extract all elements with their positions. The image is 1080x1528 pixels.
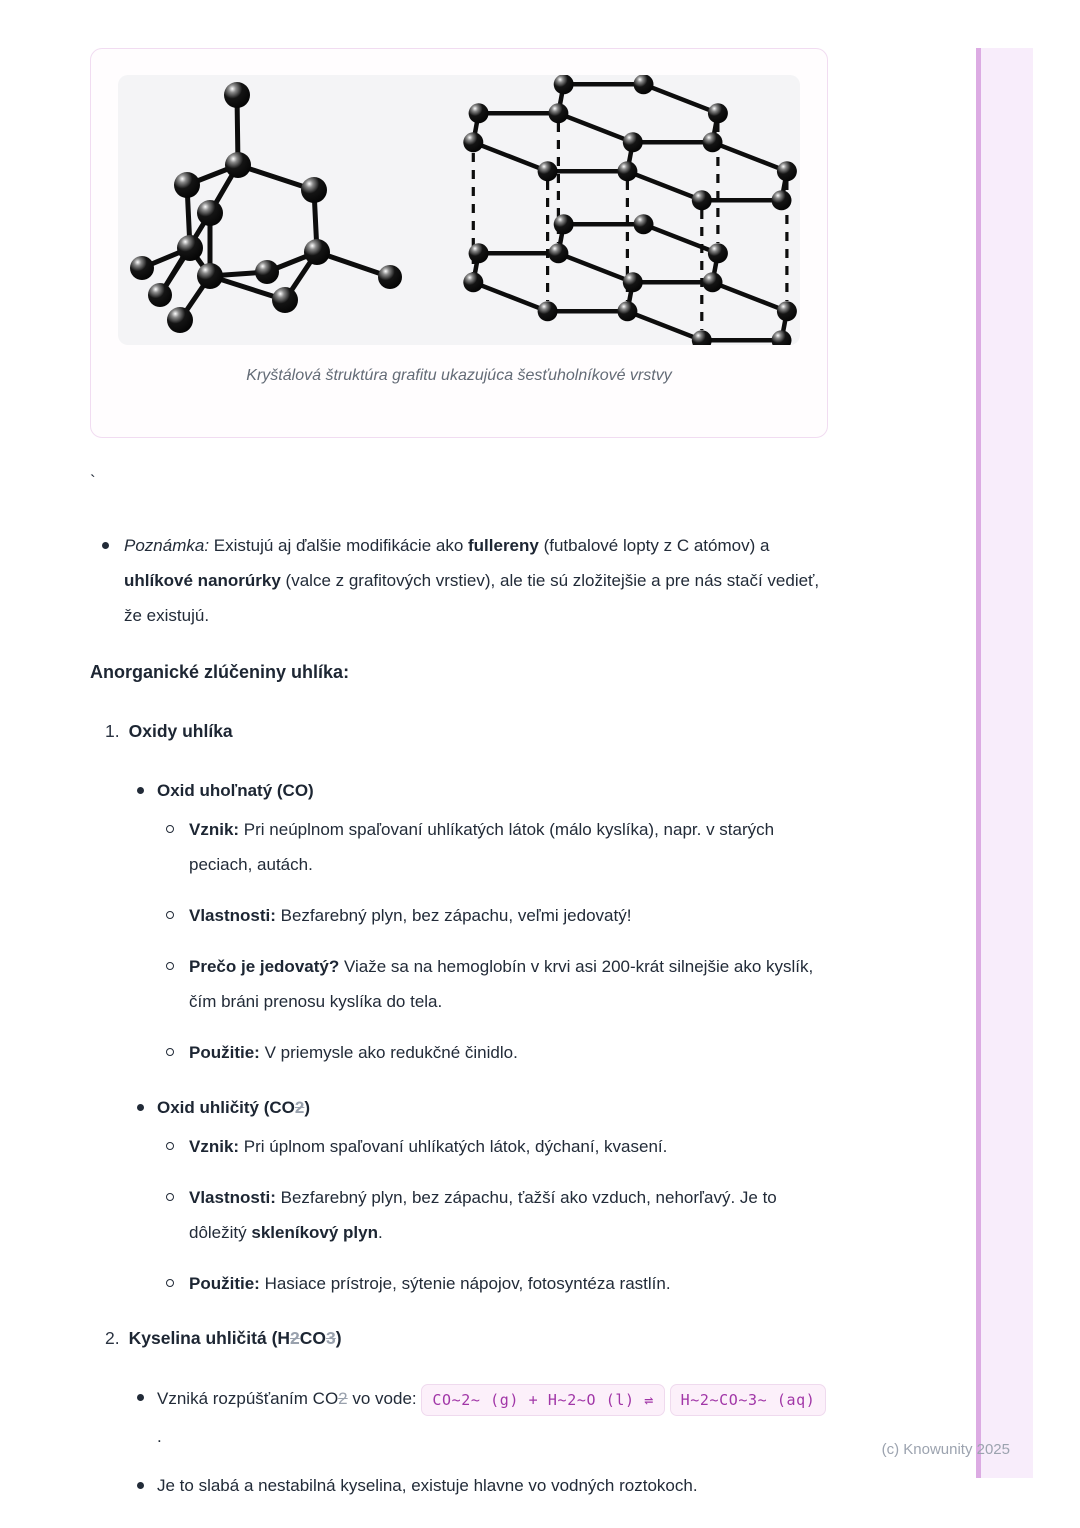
co2-title-post: ) — [304, 1098, 311, 1117]
acid-weak-item — [90, 1468, 830, 1503]
bullet-circle-icon — [166, 1193, 174, 1201]
acid-title-struck-digit-3: 3 — [326, 1328, 336, 1348]
acid-formation-text-2: vo vode: — [347, 1389, 422, 1408]
bullet-circle-icon — [166, 1142, 174, 1150]
note-text-2: (futbalové lopty z C atómov) a — [538, 536, 770, 555]
acid-title-struck-digit-2: 2 — [290, 1328, 300, 1348]
co-vlastnosti-label: Vlastnosti: — [189, 906, 276, 925]
co2-pouzitie-text: Hasiace prístroje, sýtenie nápojov, fotosyntéza rastlín. — [259, 1274, 671, 1293]
acid-formation-paragraph — [157, 1380, 830, 1456]
stray-backtick: ` — [90, 472, 96, 491]
bullet-circle-icon — [166, 825, 174, 833]
note-paragraph — [124, 528, 830, 633]
numbered-item-acid-number: 2. — [105, 1328, 120, 1348]
numbered-item-oxides-number: 1. — [105, 721, 120, 741]
co-vlastnosti-item — [90, 898, 830, 933]
co-preco-item — [90, 949, 830, 1019]
co-vznik-label: Vznik: — [189, 820, 240, 839]
crystal-structure-image — [118, 75, 800, 345]
section-heading: Anorganické zlúčeniny uhlíka: — [90, 662, 350, 682]
co2-greenhouse-term: skleníkový plyn — [251, 1223, 378, 1242]
right-margin-strip — [976, 48, 1033, 1478]
co2-pouzitie-label: Použitie: — [189, 1274, 260, 1293]
bullet-circle-icon — [166, 1279, 174, 1287]
numbered-item-oxides-title: Oxidy uhlíka — [128, 721, 233, 741]
note-term-fullereny: fullereny — [468, 536, 539, 555]
acid-title-p3: ) — [335, 1328, 342, 1348]
acid-weak-text: Je to slabá a nestabilná kyselina, existuje hlavne vo vodných roztokoch. — [157, 1476, 698, 1495]
acid-title-p1: Kyselina uhličitá (H — [128, 1328, 291, 1348]
co2-vznik-label: Vznik: — [189, 1137, 240, 1156]
co-vznik-text: Pri neúplnom spaľovaní uhlíkatých látok (málo kyslíka), napr. v starých peciach, autách. — [189, 820, 775, 874]
bullet-disc-icon — [102, 542, 109, 549]
crystal-structure-svg — [118, 75, 800, 345]
equation-code-part-1: CO~2~ (g) + H~2~O (l) ⇌ — [421, 1384, 665, 1416]
figure-card — [90, 48, 828, 438]
co2-title-pre: Oxid uhličitý (CO — [157, 1098, 295, 1117]
note-text-3: (valce z grafitových vrstiev), ale tie sú zložitejšie a pre nás stačí vedieť, že existujú. — [124, 571, 820, 625]
bullet-circle-icon — [166, 911, 174, 919]
bullet-disc-icon — [137, 1482, 144, 1489]
document-content — [90, 48, 830, 1503]
co2-vznik-text: Pri úplnom spaľovaní uhlíkatých látok, dýchaní, kvasení. — [239, 1137, 668, 1156]
graphite-structure-graphic — [463, 75, 797, 345]
co-vlastnosti-text: Bezfarebný plyn, bez zápachu, veľmi jedovatý! — [275, 906, 632, 925]
acid-formation-struck-digit: 2 — [338, 1389, 348, 1408]
co-preco-text: Viaže sa na hemoglobín v krvi asi 200-krát silnejšie ako kyslík, čím bráni prenosu kyslíka do tela. — [189, 957, 814, 1011]
co-vznik-item — [90, 812, 830, 882]
co2-pouzitie-item — [90, 1266, 830, 1301]
bullet-disc-icon — [137, 1394, 144, 1401]
co-pouzitie-item — [90, 1035, 830, 1070]
numbered-item-oxides — [90, 714, 830, 749]
diamond-structure-graphic — [130, 82, 402, 333]
bullet-disc-icon — [137, 1104, 144, 1111]
co-pouzitie-label: Použitie: — [189, 1043, 260, 1062]
co-title: Oxid uhoľnatý (CO) — [157, 781, 314, 800]
co2-group — [90, 1090, 830, 1301]
co-group — [90, 773, 830, 1070]
note-text-1: Existujú aj ďalšie modifikácie ako — [209, 536, 468, 555]
equation-code-part-2: H~2~CO~3~ (aq) — [670, 1384, 827, 1416]
note-list-item — [90, 528, 830, 633]
co2-title-item — [90, 1090, 830, 1125]
co2-vznik-item — [90, 1129, 830, 1164]
copyright-footer: (c) Knowunity 2025 — [881, 1441, 1010, 1458]
co2-vlastnosti-text-2: . — [378, 1223, 383, 1242]
acid-formation-text-1: Vzniká rozpúšťaním CO — [157, 1389, 339, 1408]
co2-vlastnosti-item — [90, 1180, 830, 1250]
co2-vlastnosti-label: Vlastnosti: — [189, 1188, 276, 1207]
bullet-circle-icon — [166, 1048, 174, 1056]
acid-formation-text-3: . — [157, 1427, 162, 1446]
acid-title-p2: CO — [299, 1328, 327, 1348]
numbered-item-acid — [90, 1321, 830, 1356]
co2-title-struck-digit: 2 — [294, 1098, 305, 1117]
co-pouzitie-text: V priemysle ako redukčné činidlo. — [259, 1043, 518, 1062]
co2-vlastnosti-text-1: Bezfarebný plyn, bez zápachu, ťažší ako vzduch, nehorľavý. Je to dôležitý — [189, 1188, 777, 1242]
co-preco-label: Prečo je jedovatý? — [189, 957, 340, 976]
co-title-item — [90, 773, 830, 808]
bullet-disc-icon — [137, 787, 144, 794]
acid-formation-item — [90, 1380, 830, 1456]
bullet-circle-icon — [166, 962, 174, 970]
note-term-nanorurky: uhlíkové nanorúrky — [124, 571, 281, 590]
figure-caption: Kryštálová štruktúra grafitu ukazujúca šesťuholníkové vrstvy — [246, 367, 672, 384]
note-label: Poznámka: — [124, 536, 210, 555]
